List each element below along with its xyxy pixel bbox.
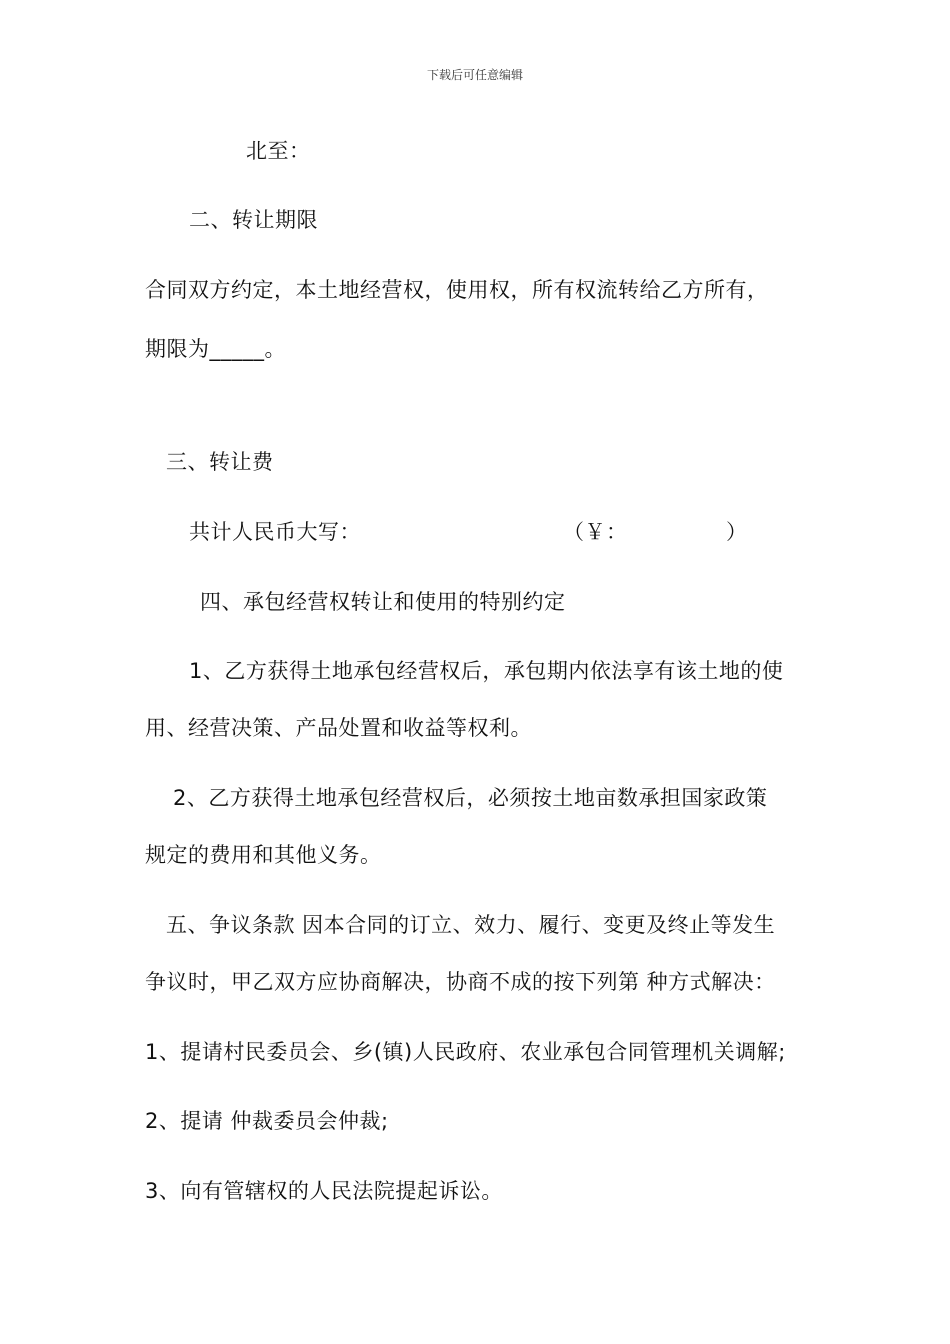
section-2-body-line-1: 合同双方约定，本土地经营权，使用权，所有权流转给乙方所有， [145,278,769,302]
section-4-item-1-line-2: 用、经营决策、产品处置和收益等权利。 [145,716,532,740]
section-3-heading: 三、转让费 [166,450,274,474]
fee-numeric-amount-open: （￥： [563,520,628,544]
section-5-line-1: 五、争议条款 因本合同的订立、效力、履行、变更及终止等发生 [166,913,776,937]
section-4-item-2-line-1: 2、乙方获得土地承包经营权后，必须按土地亩数承担国家政策 [173,786,768,810]
section-2-heading: 二、转让期限 [189,208,318,232]
north-boundary-line: 北至： [246,139,311,163]
section-5-line-2: 争议时，甲乙双方应协商解决，协商不成的按下列第 种方式解决： [145,970,776,994]
dispute-option-1: 1、提请村民委员会、乡(镇)人民政府、农业承包合同管理机关调解; [145,1040,786,1064]
dispute-option-3: 3、向有管辖权的人民法院提起诉讼。 [145,1179,503,1203]
section-4-item-2-line-2: 规定的费用和其他义务。 [145,843,382,867]
fee-numeric-amount-close: ） [726,520,748,544]
section-4-heading: 四、承包经营权转让和使用的特别约定 [200,590,566,614]
page-header: 下载后可任意编辑 [426,68,523,82]
dispute-option-2: 2、提请 仲裁委员会仲裁; [145,1109,389,1133]
fee-chinese-amount-label: 共计人民币大写： [189,520,361,544]
section-2-body-line-2: 期限为_____。 [145,337,286,361]
section-4-item-1-line-1: 1、乙方获得土地承包经营权后，承包期内依法享有该土地的使 [189,659,784,683]
